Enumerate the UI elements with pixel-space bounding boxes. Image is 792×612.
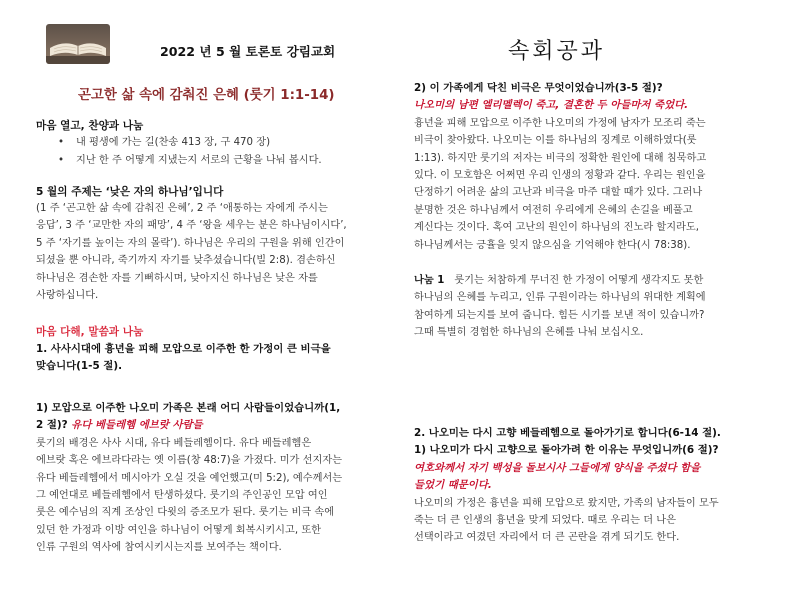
opening-item: • 내 평생에 가는 길(찬송 413 장, 구 470 장) [76,134,406,152]
theme-line: 5 주 ‘자기를 높이는 자의 몰락’). 하나님은 우리의 구원을 위해 인간이 [36,237,345,249]
theme-line: 되셨을 뿐 아니라, 죽기까지 자기를 낮추셨습니다(빌 2:8). 겸손하신 [36,255,336,267]
q3-body-line: 선택이라고 여겼던 자리에서 더 큰 곤란을 겪게 되기도 한다. [414,532,680,544]
theme-line: 응답’, 3 주 ‘교만한 자의 패망’, 4 주 ‘왕을 세우는 분은 하나님이시다’, [36,220,347,232]
section2-heading: 2. 나오미는 다시 고향 베들레헴으로 돌아가기로 합니다(6-14 절). [414,427,721,439]
share1-line: 참여하게 되는지를 보여 줍니다. 힘든 시기를 보낸 적이 있습니까? [414,309,705,321]
section1-question [36,341,376,376]
section1-line: 1. 사사시대에 흉년을 피해 모압으로 이주한 한 가정이 큰 비극을 [36,343,331,355]
theme-heading: 5 월의 주제는 ‘낮은 자의 하나님’입니다 [36,186,224,198]
section1-line: 맞습니다(1-5 절). [36,360,123,373]
section2-block [414,425,779,547]
q1-question: 1) 모압으로 이주한 나오미 가족은 본래 어디 사람들이었습니까(1, [36,402,341,414]
share1-label: 나눔 1 [414,275,445,286]
theme-line: 하나님은 겸손한 자를 기뻐하시며, 낮아지신 하나님은 낮은 자를 [36,272,318,284]
q2-body-line: 단정하기 어려운 삶의 고난과 비극을 마주 대할 때가 있다. 그러나 [414,187,703,199]
q1-body-line: 유다 베들레헴에서 메시아가 오실 것을 예언했고(미 5:2), 예수께서는 [36,472,343,484]
q2-body-line: 분명한 것은 하나님께서 여전히 우리에게 은혜의 손길을 베풀고 [414,204,693,216]
q1-body-line: 룻기의 배경은 사사 시대, 유다 베들레헴이다. 유다 베들레헴은 [36,437,312,449]
q2-block [414,80,774,254]
q1-body-line: 있던 한 가정과 이방 여인을 하나님이 어떻게 회복시키시고, 또한 [36,524,322,536]
opening-item: • 지난 한 주 어떻게 지냈는지 서로의 근황을 나눠 봅시다. [76,152,406,170]
q1-block [36,400,381,557]
lesson-title: 곤고한 삶 속에 감춰진 은혜 (룻기 1:1-14) [78,88,335,103]
theme-line: (1 주 ‘곤고한 삶 속에 감춰진 은혜’, 2 주 ‘애통하는 자에게 주시는 [36,203,328,214]
church-name-header: 2022 년 5 월 토론토 강림교회 [160,44,336,59]
share1-first: 룻기는 처참하게 무너진 한 가정이 어떻게 생각지도 못한 [454,275,704,286]
q3-question: 1) 나오미가 다시 고향으로 돌아가려 한 이유는 무엇입니까(6 절)? [414,444,719,457]
opening-heading: 마음 열고, 찬양과 나눔 [36,120,144,132]
theme-line: 사랑하십니다. [36,290,99,302]
share1-line: 그때 특별히 경험한 하나님의 은혜를 나눠 보십시오. [414,327,644,339]
q2-body-line: 계신다는 것이다. 혹여 고난의 원인이 하나님의 진노라 할지라도, [414,222,700,234]
q1-question-cont [36,417,381,434]
q2-body-line: 하나님께서는 긍휼을 잊지 않으심을 기억해야 한다(시 78:38). [414,239,691,251]
theme-paragraph [36,200,376,304]
word-heading: 마음 다해, 말씀과 나눔 [36,326,144,338]
q1-body-line: 룻은 예수님의 직계 조상인 다윗의 증조모가 된다. 룻기는 비극 속에 [36,507,335,519]
open-bible-icon [46,24,110,64]
q3-body-line: 죽는 더 큰 인생의 흉년을 맞게 되었다. 때로 우리는 더 나은 [414,515,676,527]
q3-body-line: 나오미의 가정은 흉년을 피해 모압으로 왔지만, 가족의 남자들이 모두 [414,497,719,509]
share1-line [414,272,779,289]
q2-body-line: 흉년을 피해 모압으로 이주한 나오미의 가정에 남자가 모조리 죽는 [414,117,706,129]
q2-question: 2) 이 가족에게 닥친 비극은 무엇이었습니까(3-5 절)? [414,82,663,94]
share1-block [414,272,779,342]
q1-body-line: 인류 구원의 역사에 참여시키시는지를 보여주는 책이다. [36,542,282,554]
q1-body-line: 에브랏 혹은 에브라다라는 옛 이름(창 48:7)을 가졌다. 미가 선지자는 [36,455,342,467]
q3-answer: 들었기 때문이다. [414,479,492,492]
banner-title: 속회공과 [508,39,606,64]
q1-answer: 유다 베들레헴 에브랏 사람들 [71,419,203,432]
q3-answer: 여호와께서 자기 백성을 돌보시사 그들에게 양식을 주셨다 함을 [414,461,701,474]
share1-line: 하나님의 은혜를 누리고, 인류 구원이라는 하나님의 위대한 계획에 [414,292,706,304]
q2-answer: 나오미의 남편 엘리멜렉이 죽고, 결혼한 두 아들마저 죽었다. [414,99,689,112]
q2-body-line: 1:13). 하지만 룻기의 저자는 비극의 정확한 원인에 대해 침묵하고 [414,152,707,164]
q2-body-line: 비극이 찾아왔다. 나오미는 이를 하나님의 징계로 이해하였다(룻 [414,135,697,147]
opening-list [36,134,406,169]
q1-question-end: 2 절)? [36,419,68,432]
q2-body-line: 있다. 이 모호함은 어쩌면 우리 인생의 정황과 같다. 우리는 원인을 [414,170,706,182]
q1-body-line: 그 예언대로 베들레헴에서 탄생하셨다. 룻기의 주인공인 모압 여인 [36,490,328,502]
